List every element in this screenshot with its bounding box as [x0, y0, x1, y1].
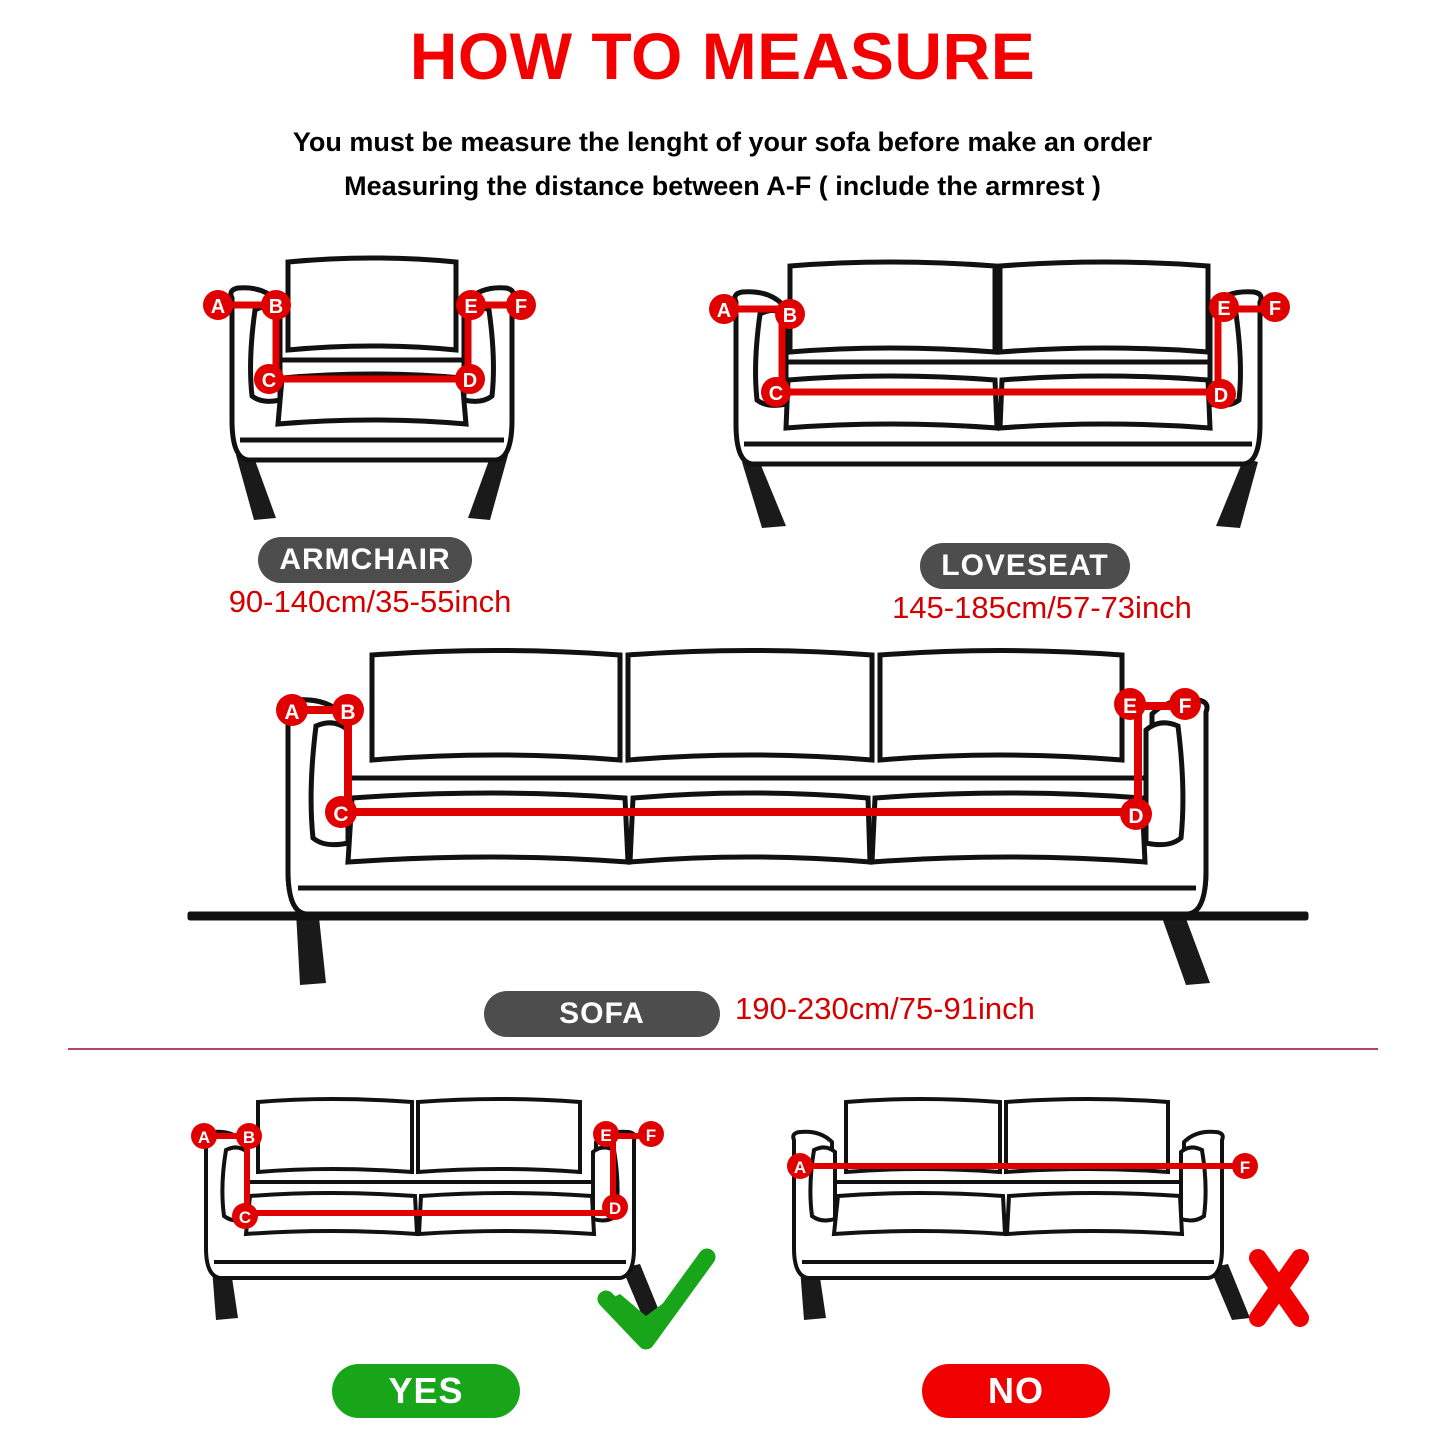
svg-text:C: C — [238, 1208, 252, 1227]
svg-text:D: D — [462, 370, 478, 392]
svg-text:D: D — [608, 1199, 622, 1218]
svg-text:C: C — [333, 803, 349, 826]
cross-mark-icon — [1258, 1258, 1300, 1318]
page-title: HOW TO MEASURE — [409, 19, 1036, 93]
svg-text:F: F — [1178, 695, 1192, 718]
svg-text:F: F — [514, 296, 528, 318]
loveseat-illustration — [709, 262, 1290, 528]
svg-text:E: E — [1122, 695, 1138, 718]
sofa-illustration — [190, 651, 1306, 986]
svg-text:B: B — [340, 701, 356, 724]
svg-text:D: D — [1213, 385, 1229, 407]
dimension-loveseat: 145-185cm/57-73inch — [892, 590, 1192, 625]
svg-text:E: E — [1217, 298, 1231, 320]
label-no: NO — [922, 1364, 1110, 1418]
svg-text:B: B — [268, 296, 284, 318]
svg-text:C: C — [261, 370, 277, 392]
svg-text:B: B — [782, 305, 798, 327]
armchair-illustration — [203, 258, 536, 520]
svg-text:E: E — [464, 296, 478, 318]
label-armchair: ARMCHAIR — [258, 537, 472, 583]
svg-text:A: A — [210, 296, 226, 318]
svg-text:A: A — [716, 300, 732, 322]
dimension-armchair: 90-140cm/35-55inch — [228, 584, 512, 619]
svg-text:F: F — [1268, 298, 1282, 320]
svg-text:A: A — [197, 1128, 211, 1147]
svg-text:B: B — [242, 1128, 256, 1147]
svg-text:F: F — [1239, 1158, 1251, 1177]
correct-example-illustration — [191, 1099, 707, 1341]
svg-text:A: A — [284, 701, 300, 724]
subtitle-line-2: Measuring the distance between A-F ( include the armrest ) — [344, 171, 1101, 201]
svg-text:F: F — [645, 1126, 657, 1145]
subtitle-line-1: You must be measure the lenght of your sofa before make an order — [292, 127, 1153, 157]
incorrect-example-illustration — [787, 1099, 1300, 1320]
svg-text:D: D — [1128, 805, 1144, 828]
dimension-sofa: 190-230cm/75-91inch — [735, 991, 1035, 1026]
label-loveseat: LOVESEAT — [920, 543, 1130, 589]
label-yes: YES — [332, 1364, 520, 1418]
label-sofa: SOFA — [484, 991, 720, 1037]
svg-text:C: C — [768, 383, 784, 405]
section-divider — [68, 1048, 1378, 1050]
svg-text:E: E — [600, 1126, 612, 1145]
svg-text:A: A — [793, 1158, 807, 1177]
